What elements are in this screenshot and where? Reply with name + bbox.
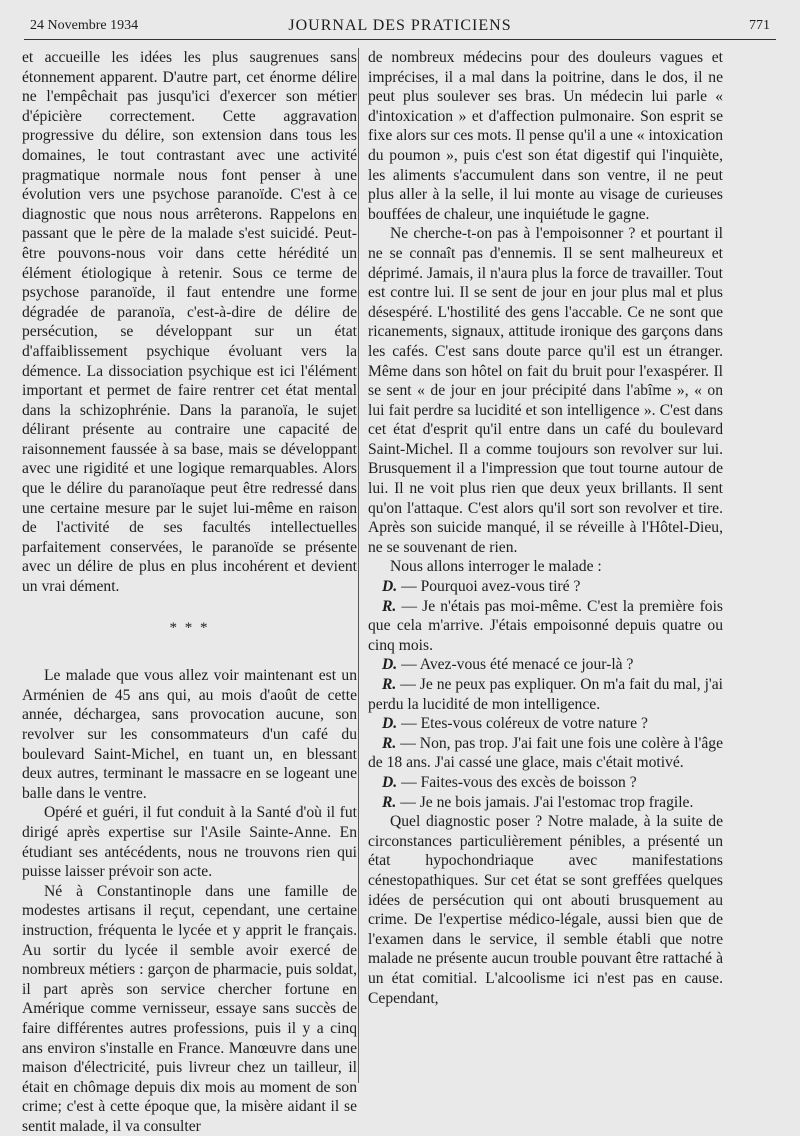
speaker: D. <box>382 773 398 791</box>
utterance: — Non, pas trop. J'ai fait une fois une colère à l'âge de 18 ans. J'ai cassé une glace, mais c'était motivé. <box>368 734 723 772</box>
dialogue-line <box>368 793 723 813</box>
utterance: — Je ne peux pas expliquer. On m'a fait du mal, j'ai perdu la lucidité de mon intelligence. <box>368 676 723 713</box>
dialogue-line <box>368 655 723 675</box>
speaker: R. <box>382 597 397 615</box>
interview-dialogue <box>368 577 723 812</box>
speaker: R. <box>382 676 397 693</box>
paragraph: de nombreux médecins pour des douleurs vagues et imprécises, il a mal dans la poitrine, dans le dos, il ne peut plus soulever ses bras. Un médecin lui parle « d'intoxication » et d'affection pulmonaire. Son esprit se fixe alors sur ces mots. Il pense qu'il a une « intoxication du poumon », puis c'est son état digestif qui l'inquiète, les aliments s'accumulent dans son ventre, il ne peut plus aller à la selle, il lui monte au visage de curieuses bouffées de chaleur, une inquiétude le gagne. <box>368 49 723 223</box>
left-column <box>22 48 357 1136</box>
paragraph: et accueille les idées les plus saugrenues sans étonnement apparent. D'autre part, cet énorme délire ne l'empêchait pas jusqu'ici d'exercer son métier d'épicière correctement. Cette aggravation progressive du délire, son extension dans tous les domaines, le tout contrastant avec une activité pragmatique normale nous font penser à une évolution vers une psychose paranoïde. C'est à ce diagnostic que nous nous arrêterons. Rappelons en passant que le père de la malade s'est suicidé. Peut-être pouvons-nous voir dans cette hérédité un élément étiologique à retenir. Sous ce terme de psychose paranoïde, il faut entendre une forme dégradée de paranoïa, c'est-à-dire de délire de persécution, se développant sur un état d'affaiblissement psychique évoluant vers la démence. La dissociation psychique est ici l'élément important et permet de faire rentrer cet état mental dans la schizophrénie. Dans la paranoïa, le sujet délirant présente au contraire une capacité de raisonnement faussée à sa base, mais se développant avec une rigidité et une logique remarquables. Alors que le délire du paranoïaque peut être redressé dans une certaine mesure par le sujet lui-même en raison de l'activité de ses facultés intellectuelles parfaitement conservées, le paranoïde se présente avec un délire de plus en plus incohérent et devient un vrai dément. <box>22 49 357 596</box>
speaker: D. <box>382 715 398 733</box>
paragraph: Né à Constantinople dans une famille de modestes artisans il reçut, cependant, une certaine instruction, fréquenta le lycée et y apprit le français. Au sortir du lycée il semble avoir exercé de nombreux métiers : garçon de pharmacie, puis soldat, il part après son service chercher fortune en Amérique comme vernisseur, essaye sans succès de faire différentes autres professions, puis il y a cinq ans environ s'installe en France. Manœuvre dans une maison d'électricité, puis livreur chez un tailleur, il était en chômage depuis dix mois au moment de son crime; c'est à cette époque que, la misère aidant il se sentit malade, il va consulter <box>22 882 357 1135</box>
utterance: — Avez-vous été menacé ce jour-là ? <box>401 656 634 674</box>
paragraph: Le malade que vous allez voir maintenant est un Arménien de 45 ans qui, au mois d'août de cette année, déchargea, sans provocation aucune, son revolver sur les consommateurs d'un café du boulevard Saint-Michel, en tuant un, en blessant deux autres, terminant le massacre en se logeant une balle dans le ventre. <box>22 667 357 802</box>
dialogue-line <box>368 714 723 734</box>
paragraph: Quel diagnostic poser ? Notre malade, à la suite de circonstances particulièrement pénibles, a présenté un état hypochondriaque avec manifestations cénestopathiques. Sur cet état se sont greffées quelques idées de persécution qui ont abouti brusquement au crime. De l'expertise médico-légale, aussi bien que de l'examen dans le service, il semble établi que notre malade ne présente aucun trouble pouvant être rattaché à un état comitial. L'alcoolisme ici n'est pas en cause. Cependant, <box>368 813 723 1007</box>
page-number: 771 <box>749 18 770 33</box>
speaker: R. <box>382 793 397 811</box>
speaker: D. <box>382 656 398 674</box>
utterance: — Pourquoi avez-vous tiré ? <box>401 578 581 596</box>
dialogue-line <box>368 675 723 714</box>
paragraph: Ne cherche-t-on pas à l'empoisonner ? et pourtant il ne se connaît pas d'ennemis. Il se sent malheureux et déprimé. Jamais, il n'aura plus la force de travailler. Tout est contre lui. Il se sent de jour en jour plus mal et plus désespéré. L'hostilité des gens l'accable. Ce ne sont que ricanements, signaux, attitude ironique des garçons dans les cafés. C'est sans doute parce qu'il est un étranger. Même dans son hôtel on fait du bruit pour l'exaspérer. Il se sent « de jour en jour précipité dans l'abîme », « on lui fait perdre sa lucidité et son intelligence ». C'est dans cet état d'esprit qu'il entre dans un café du boulevard Saint-Michel. Il a comme toujours son revolver sur lui. Brusquement il a l'impression que tout tourne autour de lui. Il ne voit plus rien que deux yeux brillants. Il sent qu'on l'attaque. C'est alors qu'il sort son revolver et tire. Après son suicide manqué, il se réveille à l'Hôtel-Dieu, ne se souvenant de rien. <box>368 225 723 556</box>
journal-title: JOURNAL DES PRATICIENS <box>288 17 512 34</box>
issue-date: 24 Novembre 1934 <box>30 18 139 33</box>
right-column <box>368 48 723 1008</box>
dialogue-line <box>368 597 723 656</box>
dialogue-line <box>368 577 723 597</box>
paragraph: Opéré et guéri, il fut conduit à la Santé d'où il fut dirigé après expertise sur l'Asile Sainte-Anne. En étudiant ses antécédents, nous ne trouvons rien qui puisse laisser prévoir son acte. <box>22 804 357 881</box>
column-divider <box>358 48 359 1083</box>
dialogue-line <box>368 734 723 773</box>
paragraph: Nous allons interroger le malade : <box>390 558 602 576</box>
speaker: R. <box>382 734 397 752</box>
utterance: — Faites-vous des excès de boisson ? <box>401 773 637 791</box>
page-header <box>30 16 770 38</box>
utterance: — Je n'étais pas moi-même. C'est la première fois que cela m'arrive. J'étais empoisonné depuis quatre ou cinq mois. <box>368 597 723 654</box>
dialogue-line <box>368 773 723 793</box>
header-rule <box>24 39 776 40</box>
utterance: — Etes-vous coléreux de votre nature ? <box>401 715 648 733</box>
section-separator: * * * <box>169 619 210 636</box>
speaker: D. <box>382 578 398 596</box>
utterance: — Je ne bois jamais. J'ai l'estomac trop fragile. <box>400 793 694 811</box>
